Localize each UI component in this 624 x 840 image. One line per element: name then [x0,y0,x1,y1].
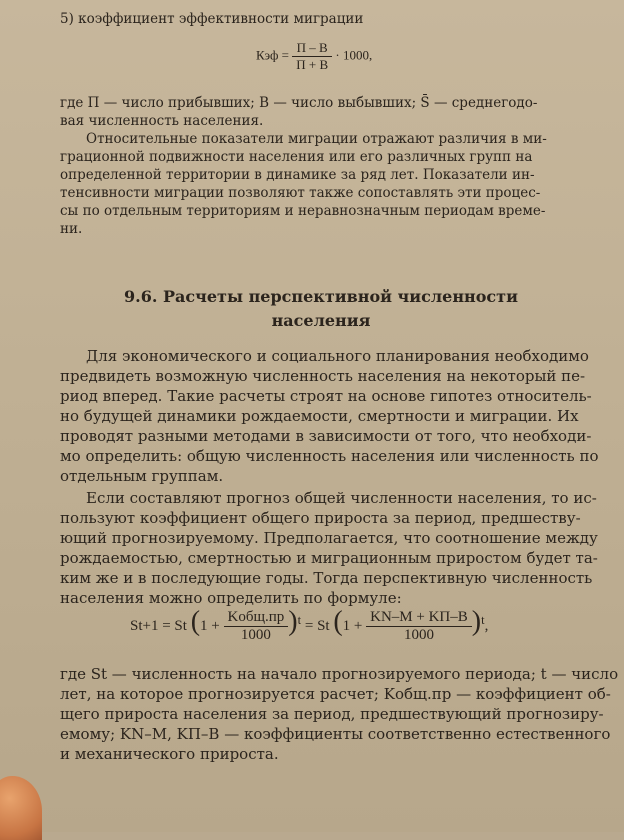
finger-in-photo [0,776,42,840]
text-line: ни. [60,221,83,237]
text-line: проводят разными методами в зависимости от того, что необходи- [60,427,592,445]
text-line: вая численность населения. [60,113,264,129]
fraction-2-denominator: 1000 [403,627,434,644]
section-title-line2: населения [271,311,371,330]
text-line: риод вперед. Такие расчеты строят на основе гипотез относитель- [60,387,592,405]
formula-lhs: Кэф = [256,47,290,63]
section-heading [60,285,582,333]
text-line: ющий прогнозируемому. Предполагается, что соотношение между [60,529,598,547]
text-line: Относительные показатели миграции отражают различия в ми- [86,131,547,147]
fraction-1 [224,609,289,644]
formula-mid: = St [304,618,330,634]
projection-formula: St+1 = St (1 + $\frac{\text{Kобщ.пр}}{1000}$ )$^t$ = St (1 + $\frac{KN-M + KП-В}{1000}$ )$^t$, [130,606,489,644]
efficiency-formula [256,40,372,73]
exponent-1: t [297,613,302,627]
section-title-line1: Расчеты перспективной численности [163,287,518,306]
formula-fraction [292,40,332,73]
formula-lhs: St+1 = St [130,618,187,634]
text-line: емому; KN–M, KП–В — коэффициенты соответственно естественного [60,725,611,743]
formula-denominator: П + В [296,57,329,72]
explain-block [60,94,582,130]
text-line: определенной территории в динамике за ряд лет. Показатели ин- [60,167,535,183]
text-line: ким же и в последующие годы. Тогда перспективную численность [60,569,593,587]
text-line: где St — численность на начало прогнозируемого периода; t — число [60,665,619,683]
paragraph-3 [60,664,619,764]
text-line: предвидеть возможную численность населения на некоторый пе- [60,367,586,385]
text-line: и механического прироста. [60,745,279,763]
exponent-2: t [481,613,485,627]
top-fragment [60,10,582,28]
migration-paragraph [60,130,582,238]
text-line: щего прироста населения за период, предшествующий прогнозиру- [60,705,604,723]
text-line: Для экономического и социального планирования необходимо [86,347,589,365]
text-line: грационной подвижности населения или его различных групп на [60,149,533,165]
fraction-2-numerator: KN–M + KП–В [366,609,472,627]
paragraph-2 [60,488,598,608]
text-line: пользуют коэффициент общего прироста за период, предшеству- [60,509,581,527]
text-line: но будущей динамики рождаемости, смертности и миграции. Их [60,407,579,425]
fraction-1-numerator: Kобщ.пр [224,609,289,627]
paragraph-1 [60,346,599,486]
text-line: Если составляют прогноз общей численности населения, то ис- [86,489,597,507]
section-number: 9.6. [124,287,158,306]
fraction-1-denominator: 1000 [240,627,271,644]
text-line: мо определить: общую численность населения или численность по [60,447,599,465]
fraction-2 [366,609,472,644]
text-line: сы по отдельным территориям и неравнозначным периодам време- [60,203,546,219]
text-line: тенсивности миграции позволяют также сопоставлять эти процес- [60,185,541,201]
text-line: где П — число прибывших; В — число выбывших; S̄ — среднегодо- [60,95,538,111]
text-line: отдельным группам. [60,467,224,485]
text-line: населения можно определить по формуле: [60,589,402,607]
text-line: рождаемостью, смертностью и миграционным приростом будет та- [60,549,598,567]
formula-numerator: П – В [292,40,332,57]
text-line: лет, на которое прогнозируется расчет; Kобщ.пр — коэффициент об- [60,685,611,703]
item-5: 5) коэффициент эффективности миграции [60,11,364,27]
formula-tail: · 1000, [335,47,373,63]
